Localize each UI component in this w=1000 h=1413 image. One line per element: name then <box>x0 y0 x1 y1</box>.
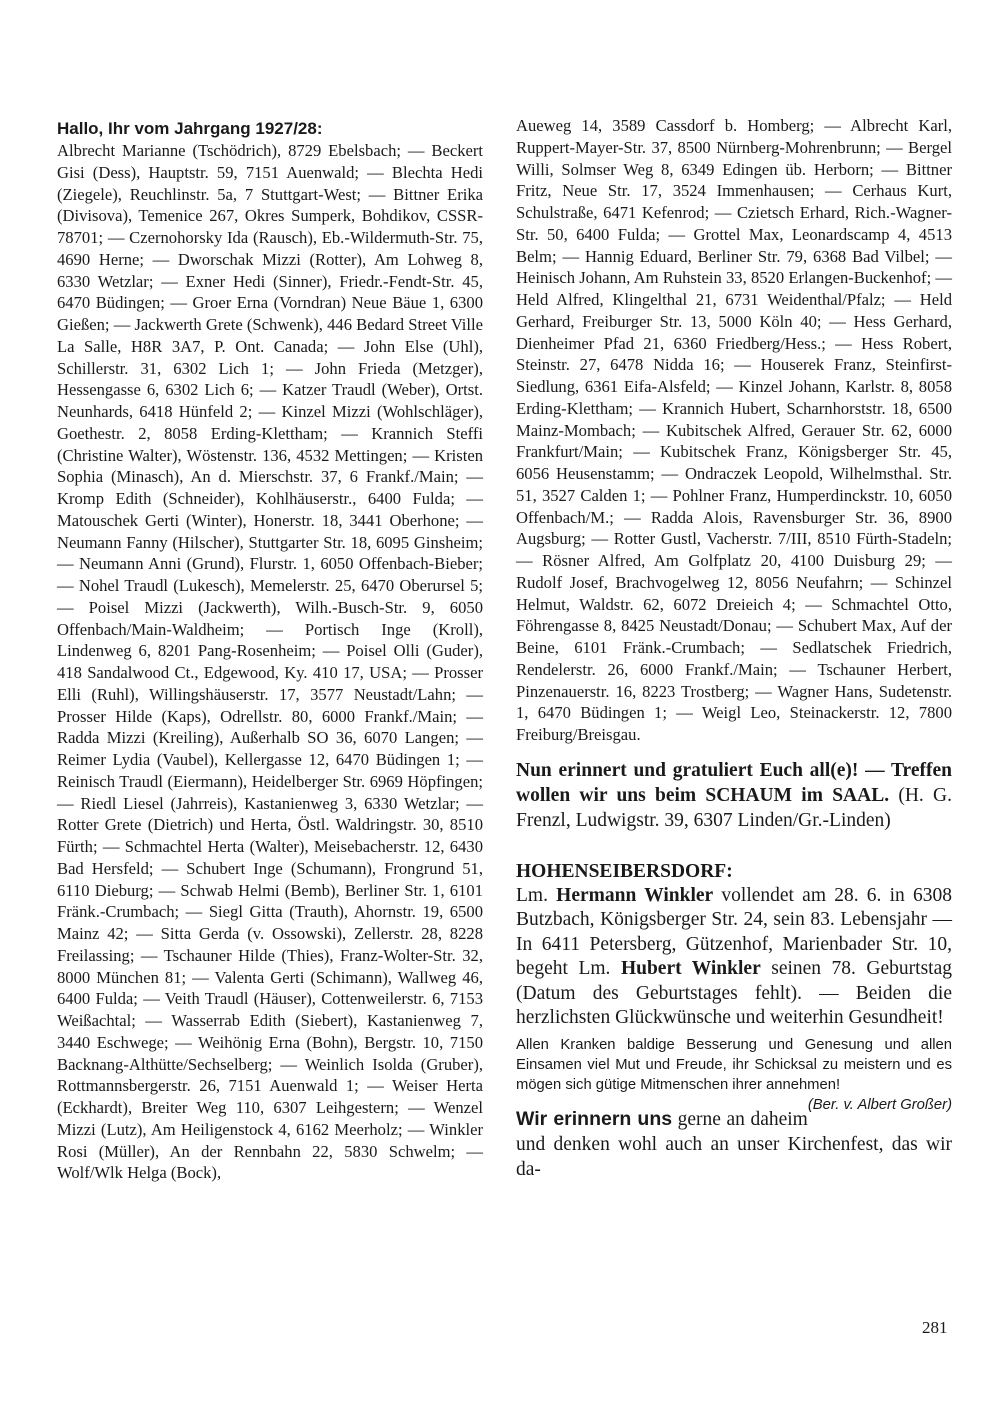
get-well-wishes <box>516 1035 952 1113</box>
birthday-notice <box>516 884 952 1031</box>
announcement-bold: Nun erinnert und gratuliert Euch all(e)! — Treffen wollen wir uns beim SCHAUM im SAAL. <box>516 759 952 806</box>
birthday-text-2: vollendet am 28. 6. in 6308 Butzbach, Königsberger Str. 24, sein 83. Lebensjahr — In 6411 Petersberg, Gützenhof, Marienbader Str. 10, begeht Lm. <box>516 884 952 980</box>
address-list-men: Aueweg 14, 3589 Cassdorf b. Homberg; — Albrecht Karl, Ruppert-Mayer-Str. 37, 8500 Nürnberg-Mohrenbrunn; — Bergel Willi, Solmser Weg 8, 6349 Edingen üb. Herborn; — Bittner Fritz, Neue Str. 17, 3524 Immenhausen; — Cerhaus Kurt, Schulstraße, 6471 Kefenrod; — Czietsch Erhard, Rich.-Wagner-Str. 50, 6400 Fulda; — Grottel Max, Leonardscamp 4, 4513 Belm; — Hannig Eduard, Berliner Str. 79, 6368 Bad Vilbel; — Heinisch Johann, Am Ruhstein 33, 8520 Erlangen-Buckenhof; — Held Alfred, Klingelthal 21, 6731 Weidenthal/Pfalz; — Held Gerhard, Freiburger Str. 13, 5000 Köln 40; — Hess Gerhard, Dienheimer Pfad 21, 6360 Friedberg/Hess.; — Hess Robert, Steinstr. 27, 6478 Nidda 16; — Houserek Franz, Steinfirst-Siedlung, 6361 Eifa-Alsfeld; — Kinzel Johann, Karlstr. 8, 8058 Erding-Klettham; — Krannich Hubert, Scharnhorststr. 18, 6500 Mainz-Mombach; — Kubitschek Alfred, Gerauer Str. 62, 6000 Frankfurt/Main; — Kubitschek Franz, Königsberger Str. 45, 6056 Heusenstamm; — Ondraczek Leopold, Wilhelmsthal. Str. 51, 3527 Calden 1; — Pohlner Franz, Humperdinckstr. 10, 6050 Offenbach/M.; — Radda Alois, Ravensburger Str. 36, 8900 Augsburg; — Rotter Gustl, Vacherstr. 7/III, 8510 Fürth-Stadeln; — Rösner Alfred, Am Golfplatz 20, 4100 Duisburg 29; — Rudolf Josef, Brachvogelweg 12, 8056 Neufahrn; — Schinzel Helmut, Waldstr. 62, 6072 Dreieich 4; — Schmachtel Otto, Föhrengasse 8, 8425 Neustadt/Donau; — Schubert Max, Auf der Beine, 6101 Fränk.-Crumbach; — Sedlatschek Friedrich, Rendelerstr. 26, 6000 Frankf./Main; — Tschauner Herbert, Pinzenauerstr. 16, 8223 Trostberg; — Wagner Hans, Sudetenstr. 1, 6470 Büdingen 1; — Weigl Leo, Steinackerstr. 12, 7800 Freiburg/Breisgau. <box>516 116 952 744</box>
meeting-announcement <box>516 758 952 833</box>
wishes-text: Allen Kranken baldige Besserung und Genesung und allen Einsamen viel Mut und Freude, ihr Schicksal zu meistern und es mögen sich gütige Mitmenschen ihrer annehmen! <box>516 1036 952 1093</box>
announcement-contact: (H. G. Frenzl, Ludwigstr. 39, 6307 Linden/Gr.-Linden) <box>516 784 952 831</box>
closing-text: gerne an daheim und denken wohl auch an unser Kirchenfest, das wir da- <box>516 1108 952 1180</box>
section-heading-jahrgang: Hallo, Ihr vom Jahrgang 1927/28: <box>57 119 323 138</box>
birthday-text-3: seinen 78. Geburtstag (Datum des Geburtstages fehlt). — Beiden die herzlichsten Glückwünsche und weiterhin Gesundheit! <box>516 958 952 1029</box>
birthday-name-1: Hermann Winkler <box>556 884 714 906</box>
section-heading-hohenseibersdorf: HOHENSEIBERSDORF: <box>516 860 733 882</box>
page-number: 281 <box>922 1318 948 1337</box>
right-column <box>516 115 952 1182</box>
address-list-women: Albrecht Marianne (Tschödrich), 8729 Ebelsbach; — Beckert Gisi (Dess), Hauptstr. 59, 7151 Auenwald; — Blechta Hedi (Ziegele), Reuchlinstr. 5a, 7 Stuttgart-West; — Bittner Erika (Divisova), Temenice 267, Okres Sumperk, Bohdikov, CSSR-78701; — Czernohorsky Ida (Rausch), Eb.-Wildermuth-Str. 75, 4690 Herne; — Dworschak Mizzi (Rotter), Am Lohweg 8, 6330 Wetzlar; — Exner Hedi (Sinner), Friedr.-Fendt-Str. 45, 6470 Büdingen; — Groer Erna (Vorndran) Neue Bäue 1, 6300 Gießen; — Jackwerth Grete (Schwenk), 446 Bedard Street Ville La Salle, H8R 3A7, P. Ont. Canada; — John Else (Uhl), Schillerstr. 31, 6302 Lich 1; — John Frieda (Metzger), Hessengasse 6, 6302 Lich 6; — Katzer Traudl (Weber), Ortst. Neunhards, 6418 Hünfeld 2; — Kinzel Mizzi (Wohlschläger), Goethestr. 2, 8058 Erding-Klettham; — Krannich Steffi (Christine Walter), Wöstenstr. 136, 4532 Mettingen; — Kristen Sophia (Minasch), An d. Mierschstr. 37, 6 Frankf./Main; — Kromp Edith (Schneider), Kohlhäuserstr., 6400 Fulda; — Matouschek Gerti (Winter), Honerstr. 18, 3441 Oberhone; — Neumann Fanny (Hilscher), Stuttgarter Str. 18, 6095 Ginsheim; — Neumann Anni (Grund), Flurstr. 1, 6050 Offenbach-Bieber; — Nohel Traudl (Lukesch), Memelerstr. 25, 6470 Oberursel 5; — Poisel Mizzi (Jackwerth), Wilh.-Busch-Str. 9, 6050 Offenbach/Main-Waldheim; — Portisch Inge (Kroll), Lindenweg 6, 8201 Pang-Rosenheim; — Poisel Olli (Guder), 418 Sandalwood Ct., Edgewood, Ky. 410 17, USA; — Prosser Elli (Ruhl), Willingshäuserstr. 17, 3577 Neustadt/Lahn; — Prosser Hilde (Kaps), Odrellstr. 80, 6000 Frankf./Main; — Radda Mizzi (Kreiling), Außerhalb SO 36, 6070 Langen; — Reimer Lydia (Vaubel), Kellergasse 12, 6470 Büdingen 1; — Reinisch Traudl (Eiermann), Heidelberger Str. 6969 Höpfingen; — Riedl Liesel (Jahrreis), Kastanienweg 3, 6330 Wetzlar; — Rotter Grete (Dietrich) und Herta, Östl. Waldringstr. 30, 8510 Fürth; — Schmachtel Herta (Walter), Meisebacherstr. 12, 6430 Bad Hersfeld; — Schubert Inge (Schumann), Frongrund 51, 6110 Dieburg; — Schwab Helmi (Bemb), Berliner Str. 1, 6101 Fränk.-Crumbach; — Siegl Gitta (Trauth), Ahornstr. 19, 6500 Mainz 42; — Sitta Gerda (v. Ossowski), Zellerstr. 28, 8228 Freilassing; — Tschauner Hilde (Thies), Franz-Wolter-Str. 32, 8000 München 81; — Valenta Gerti (Schimann), Wallweg 46, 6400 Fulda; — Veith Traudl (Häuser), Cottenweilerstr. 6, 7153 Weißachtal; — Wasserrab Edith (Siebert), Kastanienweg 7, 3440 Eschwege; — Weihönig Erna (Bohn), Bergstr. 10, 7150 Backnang-Althütte/Sechselberg; — Weinlich Isolda (Gruber), Rottmannsbergerstr. 26, 7151 Auenwald 1; — Weiser Herta (Eckhardt), Breiter Weg 110, 6307 Leihgestern; — Wenzel Mizzi (Lutz), Am Heiligenstock 4, 6162 Meerholz; — Winkler Rosi (Müller), An der Rennbahn 22, 5830 Schwelm; — Wolf/Wlk Helga (Bock), <box>57 141 483 1183</box>
birthday-name-2: Hubert Winkler <box>620 958 761 980</box>
left-column <box>57 118 483 1184</box>
wishes-signature: (Ber. v. Albert Großer) <box>807 1096 952 1113</box>
closing-paragraph <box>516 1107 952 1182</box>
closing-bold: Wir erinnern uns <box>516 1107 673 1130</box>
birthday-text-1: Lm. <box>516 884 557 906</box>
